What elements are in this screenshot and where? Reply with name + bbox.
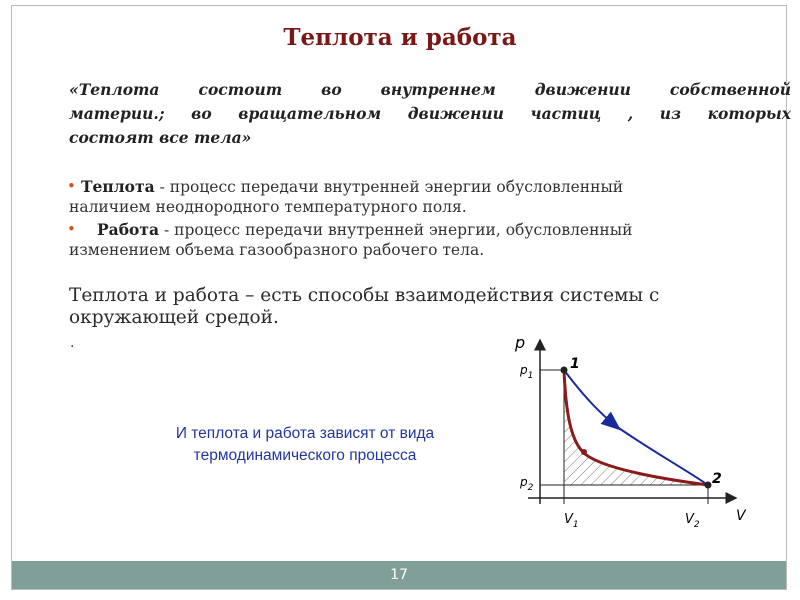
stray-dot: . xyxy=(70,335,75,351)
p2-label-sub: 2 xyxy=(527,483,534,493)
definition-work xyxy=(69,220,789,260)
conclusion-line: термодинамического процесса xyxy=(193,447,417,464)
definition-text: наличием неоднородного температурного поля. xyxy=(69,198,467,216)
curve-upper xyxy=(564,370,618,428)
quote-block xyxy=(69,78,791,150)
definition-list xyxy=(69,177,789,260)
pv-diagram xyxy=(500,318,760,546)
p2-label-main: p xyxy=(520,475,528,489)
work-area-hatch xyxy=(564,370,708,485)
p1-label-main: p xyxy=(520,363,528,377)
slide-footer xyxy=(12,561,786,589)
v1-label-main: V xyxy=(564,512,573,527)
definition-term: Работа xyxy=(97,220,160,239)
state-point-2 xyxy=(705,482,712,489)
curve-lower-midpoint xyxy=(581,449,587,455)
bullet-icon: • xyxy=(67,220,76,238)
definition-text: - процесс передачи внутренней энергии, обусловленный xyxy=(159,221,633,239)
v2-label-sub: 2 xyxy=(693,520,700,530)
p1-label xyxy=(519,363,533,381)
definition-text: - процесс передачи внутренней энергии обусловленный xyxy=(154,178,624,196)
point-2-label: 2 xyxy=(712,471,722,487)
pv-diagram-svg xyxy=(500,318,760,546)
quote-line: состоят все тела» xyxy=(69,128,252,147)
v1-label-sub: 1 xyxy=(572,520,579,530)
v2-label xyxy=(685,512,700,530)
y-axis-label: p xyxy=(515,333,526,352)
point-1-label: 1 xyxy=(570,356,580,372)
definition-text: изменением объема газообразного рабочего тела. xyxy=(69,241,485,259)
page-number: 17 xyxy=(390,567,408,583)
v2-label-main: V xyxy=(685,512,694,527)
quote-line: «Теплота состоит во внутреннем движении собственной xyxy=(69,80,791,99)
x-axis-label: V xyxy=(736,508,746,524)
v1-label xyxy=(564,512,579,530)
statement-line: Теплота и работа – есть способы взаимодействия системы с xyxy=(69,285,660,306)
state-point-1 xyxy=(561,367,568,374)
quote-line: материи.; во вращательном движении частиц , из которых xyxy=(69,104,791,123)
bullet-icon: • xyxy=(67,177,76,195)
p1-label-sub: 1 xyxy=(527,371,534,381)
conclusion-line: И теплота и работа зависят от вида xyxy=(175,425,435,442)
definition-heat xyxy=(69,177,789,217)
definition-term: Теплота xyxy=(81,177,155,196)
p2-label xyxy=(519,475,534,493)
conclusion xyxy=(110,423,500,467)
slide-title: Теплота и работа xyxy=(283,24,517,51)
statement-line: окружающей средой. xyxy=(69,307,279,328)
